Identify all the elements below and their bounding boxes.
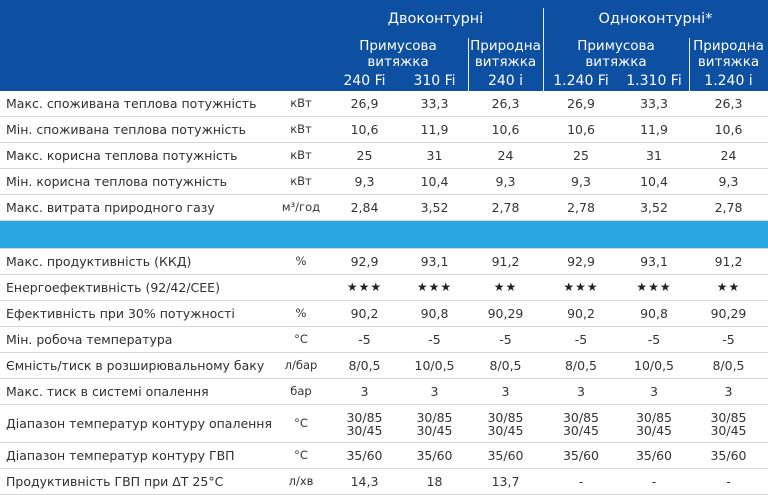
value-cell: 2,84: [350, 200, 379, 215]
value-cell: ★★★: [416, 280, 453, 294]
table-row: [0, 143, 768, 169]
value-cell: 35/60: [635, 448, 673, 463]
table-row: [0, 91, 768, 117]
value-cell: 30/85 30/45: [562, 409, 600, 438]
value-cell: ★★★: [563, 280, 599, 294]
value-cell: 3: [360, 384, 369, 399]
subheader-natural-draft-single: Природна витяжка: [693, 38, 764, 70]
table-row: [0, 249, 768, 275]
model-240fi: 240 Fi: [343, 73, 386, 89]
table-row: [0, 405, 768, 443]
row-label: Макс. витрата природного газу: [6, 200, 215, 215]
value-cell: -5: [499, 332, 512, 347]
row-label: Макс. тиск в системі опалення: [6, 384, 209, 399]
table-row: [0, 469, 768, 495]
model-240i: 240 i: [487, 73, 524, 89]
value-cell: 30/85 30/45: [487, 409, 524, 438]
row-label: Макс. споживана теплова потужність: [6, 96, 257, 111]
row-label: Мін. робоча температура: [6, 332, 173, 347]
row-label: Енергоефективність (92/42/CEE): [6, 280, 220, 295]
row-label: Ємність/тиск в розширювальному баку: [6, 358, 265, 373]
row-unit: кВт: [290, 174, 312, 188]
section-divider-band: [0, 221, 768, 249]
row-unit: л/бар: [284, 358, 318, 372]
row-unit: л/хв: [288, 474, 314, 488]
value-cell: 90,8: [420, 306, 449, 321]
row-unit: %: [295, 254, 307, 268]
value-cell: -5: [574, 332, 588, 347]
row-label: Продуктивність ГВП при ΔT 25°C: [6, 474, 224, 489]
value-cell: -: [651, 474, 657, 489]
value-cell: 31: [426, 148, 443, 163]
row-unit: [274, 275, 328, 300]
value-cell: 35/60: [346, 448, 383, 463]
value-cell: 13,7: [491, 474, 520, 489]
table-row: [0, 275, 768, 301]
value-cell: 91,2: [491, 254, 520, 269]
value-cell: 90,2: [350, 306, 379, 321]
value-cell: 9,3: [495, 174, 516, 189]
table-row: [0, 301, 768, 327]
value-cell: 90,29: [487, 306, 524, 321]
value-cell: -5: [647, 332, 661, 347]
value-cell: 24: [720, 148, 737, 163]
value-cell: 30/85 30/45: [346, 409, 383, 438]
value-cell: 26,9: [567, 96, 595, 111]
table-row: [0, 195, 768, 221]
group-double-circuit: Двоконтурні: [387, 11, 484, 27]
value-cell: 3: [724, 384, 733, 399]
column-divider: [689, 38, 690, 91]
value-cell: 14,3: [350, 474, 379, 489]
value-cell: -5: [358, 332, 371, 347]
value-cell: ★★★: [636, 280, 672, 294]
value-cell: 11,9: [640, 122, 668, 137]
value-cell: ★★: [716, 280, 741, 294]
subheader-forced-draft-single: Примусова витяжка: [577, 38, 655, 70]
value-cell: 10/0,5: [414, 358, 455, 373]
value-cell: 10,6: [714, 122, 743, 137]
value-cell: 33,3: [420, 96, 449, 111]
model-310fi: 310 Fi: [413, 73, 456, 89]
value-cell: 92,9: [350, 254, 379, 269]
value-cell: 35/60: [416, 448, 453, 463]
table-body: [0, 91, 768, 495]
value-cell: 30/85 30/45: [416, 409, 453, 438]
table-row: [0, 327, 768, 353]
value-cell: 8/0,5: [564, 358, 598, 373]
value-cell: 18: [426, 474, 443, 489]
value-cell: -: [726, 474, 731, 489]
value-cell: 91,2: [714, 254, 743, 269]
row-label: Макс. продуктивність (ККД): [6, 254, 192, 269]
value-cell: 3: [650, 384, 658, 399]
value-cell: 30/85 30/45: [635, 409, 673, 438]
value-cell: 3: [430, 384, 439, 399]
value-cell: 90,2: [567, 306, 595, 321]
value-cell: 9,3: [354, 174, 375, 189]
table-row: [0, 169, 768, 195]
subheader-forced-draft-double: Примусова витяжка: [359, 38, 437, 70]
value-cell: ★★: [493, 280, 518, 294]
value-cell: -: [578, 474, 584, 489]
value-cell: 10,6: [491, 122, 520, 137]
value-cell: 93,1: [420, 254, 449, 269]
value-cell: 33,3: [640, 96, 668, 111]
value-cell: 11,9: [420, 122, 449, 137]
value-cell: 10,4: [420, 174, 449, 189]
group-single-circuit: Одноконтурні*: [598, 11, 713, 27]
model-1-240i: 1.240 i: [704, 73, 753, 89]
value-cell: 24: [497, 148, 514, 163]
value-cell: 92,9: [567, 254, 595, 269]
value-cell: 9,3: [571, 174, 591, 189]
row-label: Макс. корисна теплова потужність: [6, 148, 238, 163]
row-unit: °C: [294, 448, 308, 462]
value-cell: 3,52: [420, 200, 449, 215]
row-label: Мін. споживана теплова потужність: [6, 122, 246, 137]
model-1-310fi: 1.310 Fi: [626, 73, 682, 89]
value-cell: 3,52: [640, 200, 668, 215]
subheader-natural-draft-double: Природна витяжка: [470, 38, 541, 70]
value-cell: 8/0,5: [348, 358, 381, 373]
row-unit: %: [295, 306, 307, 320]
value-cell: 8/0,5: [712, 358, 745, 373]
column-divider: [543, 8, 544, 91]
value-cell: 35/60: [710, 448, 747, 463]
table-row: [0, 379, 768, 405]
value-cell: 25: [573, 148, 589, 163]
value-cell: 3: [577, 384, 585, 399]
column-divider: [468, 38, 469, 91]
value-cell: 90,8: [640, 306, 668, 321]
value-cell: 8/0,5: [489, 358, 522, 373]
value-cell: 10,6: [350, 122, 379, 137]
value-cell: 90,29: [710, 306, 747, 321]
row-unit: кВт: [290, 148, 312, 162]
value-cell: 10/0,5: [634, 358, 674, 373]
table-row: [0, 353, 768, 379]
row-label: Мін. корисна теплова потужність: [6, 174, 228, 189]
value-cell: 2,78: [567, 200, 595, 215]
value-cell: 9,3: [718, 174, 739, 189]
value-cell: 31: [646, 148, 662, 163]
table-row: [0, 117, 768, 143]
value-cell: 26,3: [491, 96, 520, 111]
row-unit: м³/год: [281, 200, 321, 214]
row-unit: бар: [290, 384, 312, 398]
value-cell: -5: [722, 332, 735, 347]
value-cell: 3: [501, 384, 510, 399]
row-label: Ефективність при 30% потужності: [6, 306, 235, 321]
model-1-240fi: 1.240 Fi: [553, 73, 609, 89]
value-cell: -5: [428, 332, 441, 347]
value-cell: 93,1: [640, 254, 668, 269]
value-cell: ★★★: [346, 280, 383, 294]
table-header: [0, 0, 768, 91]
row-unit: °C: [294, 416, 308, 430]
row-unit: °C: [294, 332, 308, 346]
row-unit: кВт: [290, 122, 312, 136]
value-cell: 35/60: [487, 448, 524, 463]
value-cell: 10,4: [640, 174, 668, 189]
value-cell: 2,78: [491, 200, 520, 215]
row-unit: кВт: [290, 96, 312, 110]
value-cell: 2,78: [714, 200, 743, 215]
value-cell: 30/85 30/45: [710, 409, 747, 438]
value-cell: 25: [356, 148, 373, 163]
row-label: Діапазон температур контуру ГВП: [6, 448, 235, 463]
value-cell: 35/60: [562, 448, 600, 463]
table-row: [0, 443, 768, 469]
value-cell: 26,3: [714, 96, 743, 111]
value-cell: 26,9: [350, 96, 379, 111]
value-cell: 10,6: [567, 122, 595, 137]
row-label: Діапазон температур контуру опалення: [6, 416, 272, 431]
